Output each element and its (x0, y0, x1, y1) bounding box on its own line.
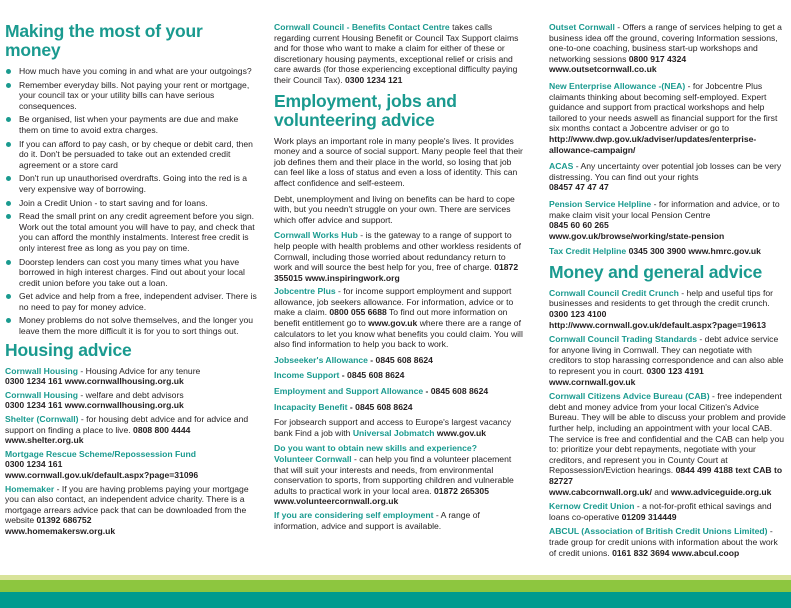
footer-band-green (0, 580, 791, 592)
volunteer-label: Volunteer Cornwall (274, 454, 352, 464)
outset-text: - Offers a range of services helping to get a business idea off the ground, covering Information sessions, one-to-one coaching, business start-up workshops and networking sessions (549, 22, 782, 64)
credit-crunch-entry (549, 288, 787, 330)
income-support-line (274, 370, 526, 381)
acas-phone[interactable]: 08457 47 47 47 (549, 182, 609, 193)
volunteer-contact[interactable]: 01872 265305 www.volunteercornwall.org.uk (274, 485, 489, 507)
works-hub-label: Cornwall Works Hub (274, 230, 358, 241)
jobcentre-text-1: - for income support employment and support allowance, job seekers allowance. For information, advice or to make a claim. (274, 286, 514, 318)
money-tip-item: Doorstep lenders can cost you many times what you have borrowed in high interest charges. Find out about your local credit union before you take out a loan. (5, 257, 257, 289)
money-tip-item: Don't run up unauthorised overdrafts. Going into the red is a very expensive way of borrowing. (5, 173, 257, 194)
shelter-web[interactable]: www.shelter.org.uk (5, 435, 84, 446)
jobcentre-phone[interactable]: 0800 055 6688 (329, 307, 387, 318)
column-right (549, 22, 787, 561)
nea-entry (549, 81, 787, 155)
income-support-phone[interactable]: - 0845 608 8624 (339, 370, 405, 381)
shelter-text: - for housing debt advice and for advice and support on finding a place to live. (5, 414, 249, 435)
mortgage-label: Mortgage Rescue Scheme/Repossession Fund (5, 448, 197, 459)
nea-web[interactable]: http://www.dwp.gov.uk/adviser/updates/enterprise-allowance-campaign/ (549, 133, 757, 155)
outset-web[interactable]: www.outsetcornwall.co.uk (549, 64, 657, 75)
cab-web-2[interactable]: www.adviceguide.org.uk (670, 486, 772, 497)
credit-crunch-web[interactable]: http://www.cornwall.gov.uk/default.aspx?page=19613 (549, 319, 767, 330)
money-general-heading: Money and general advice (549, 261, 763, 282)
shelter-phone[interactable]: 0808 800 4444 (133, 424, 191, 435)
kernow-text: - a not-for-profit ethical savings and loans co-operative (549, 501, 772, 522)
housing-entry-2 (5, 390, 257, 411)
credit-crunch-phone[interactable]: 0300 123 4100 (549, 309, 607, 320)
pension-entry (549, 199, 787, 241)
homemaker-label: Homemaker (5, 483, 55, 494)
jsa-line (274, 355, 526, 366)
cab-label: Cornwall Citizens Advice Bureau (CAB) (549, 391, 710, 402)
cab-web-1[interactable]: www.cabcornwall.org.uk/ (549, 486, 652, 497)
kernow-phone[interactable]: 01209 314449 (621, 511, 677, 522)
housing-2-contact[interactable]: 0300 1234 161 www.cornwallhousing.org.uk (5, 400, 184, 411)
self-employment-text: - A range of information, advice and support is available. (274, 509, 480, 531)
nea-text: - for Jobcentre Plus claimants thinking about becoming self-employed. Expert guidance and support from practical workshops and help tailored to your needs aswell as financial support for the first six months contact a Jobcentre adviser or go to (549, 80, 778, 134)
column-middle (274, 22, 526, 534)
mortgage-phone[interactable]: 0300 1234 161 (5, 459, 63, 470)
kernow-label: Kernow Credit Union (549, 501, 635, 512)
jobcentre-text-3: where there are a range of calculators to let you know what benefits you could claim. You will also find information to help you back to work. (274, 318, 523, 350)
money-tip-item: Be organised, list when your payments are due and make them on time to avoid extra charges. (5, 114, 257, 135)
trading-standards-entry (549, 334, 787, 387)
benefits-phone[interactable]: 0300 1234 121 (345, 74, 403, 85)
jobcentre-entry (274, 286, 526, 350)
abcul-contact[interactable]: 0161 832 3694 www.abcul.coop (612, 547, 740, 558)
homemaker-text: - If you are having problems paying your mortgage you can also contact, an independent advice charity. There is a mortgage arrears advice pack that can be downloaded from the website (5, 483, 249, 526)
mortgage-entry (5, 449, 257, 481)
credit-crunch-text: - help and useful tips for businesses and residents to get through the credit crunch. (549, 287, 773, 309)
employment-heading: Employment, jobs and volunteering advice (274, 90, 457, 130)
money-tip-item: Read the small print on any credit agreement before you sign. Work out the total amount you will have to pay, and check that you can afford the monthly instalments. Interest free credit is only interest free as long as you pay on time. (5, 211, 257, 253)
shelter-label: Shelter (Cornwall) (5, 414, 79, 425)
nea-label: New Enterprise Allowance -(NEA) (549, 80, 686, 91)
pension-label: Pension Service Helpline (549, 198, 652, 209)
money-tip-item: How much have you coming in and what are your outgoings? (5, 66, 257, 77)
housing-entry-1 (5, 366, 257, 387)
debt-paragraph: Debt, unemployment and living on benefits can be hard to cope with, but you needn't struggle on your own. There are services which offer advice and support. (274, 193, 515, 225)
cab-text: - free independent debt and money advice from your local Citizen's Advice Bureau. They will be able to discuss your problem and provide further help, including an appointment with your local CAB. The service is free and confidential and the CAB can help you to: prioritize your debt repayments, negotiate with your creditors, and represent you in County Court at Repossession/Eviction hearings. (549, 391, 786, 476)
credit-crunch-label: Cornwall Council Credit Crunch (549, 287, 679, 298)
self-employment-entry (274, 510, 526, 531)
jobcentre-text-2: To find out more information on benefit entitlement go to (274, 307, 508, 329)
outset-phone[interactable]: 0800 917 4324 (628, 53, 687, 64)
works-hub-entry (274, 230, 526, 283)
esa-label: Employment and Support Allowance (274, 386, 424, 397)
money-tip-item: Money problems do not solve themselves, and the longer you leave them the more difficult it is for you to sort things out. (5, 315, 257, 336)
trading-standards-text: - debt advice service for anyone living in Cornwall. They can negotiate with creditors to stop harassing correspondence and can also able to represent you in court. (549, 334, 784, 377)
jobsearch-web[interactable]: www.gov.uk (434, 427, 487, 438)
tax-credit-label: Tax Credit Helpline (549, 246, 627, 257)
income-support-label: Income Support (274, 370, 340, 381)
pension-web[interactable]: www.gov.uk/browse/working/state-pension (549, 230, 725, 241)
homemaker-web[interactable]: www.homemakersw.org.uk (5, 525, 116, 536)
housing-2-text: - welfare and debt advisors (78, 389, 184, 400)
abcul-text: - trade group for credit unions with information about the work of credit unions. (549, 526, 778, 558)
housing-2-label: Cornwall Housing (5, 389, 79, 400)
skills-question: Do you want to obtain new skills and experience? (274, 443, 477, 454)
jobcentre-web[interactable]: www.gov.uk (368, 318, 418, 329)
money-tip-item: Join a Credit Union - to start saving and for loans. (5, 198, 257, 209)
self-employment-label: If you are considering self employment (274, 509, 434, 520)
works-hub-contact[interactable]: 01872 355015 www.inspiringwork.org (274, 262, 519, 283)
kernow-entry (549, 501, 787, 522)
jobsearch-entry (274, 417, 526, 438)
money-tip-item: If you can afford to pay cash, or by cheque or debit card, then do it. Don't be persuaded to take out an extended credit agreement or a store card (5, 139, 257, 171)
cab-phone[interactable]: 0844 499 4188 text CAB to 82727 (549, 465, 783, 486)
incapacity-label: Incapacity Benefit (274, 401, 348, 412)
column-left (5, 22, 257, 540)
abcul-label: ABCUL (Association of British Credit Unions Limited) (549, 526, 768, 537)
housing-1-contact[interactable]: 0300 1234 161 www.cornwallhousing.org.uk (5, 376, 184, 387)
jobsearch-label: Universal Jobmatch (352, 427, 435, 438)
tax-credit-contact[interactable]: 0345 300 3900 www.hmrc.gov.uk (626, 246, 761, 257)
pension-phone[interactable]: 0845 60 60 265 (549, 220, 609, 231)
jsa-phone[interactable]: - 0845 608 8624 (367, 354, 433, 365)
cab-entry (549, 391, 787, 497)
incapacity-line (274, 402, 526, 413)
outset-label: Outset Cornwall (549, 22, 615, 32)
outset-entry (549, 22, 787, 75)
esa-line (274, 386, 526, 397)
jobcentre-label: Jobcentre Plus (274, 286, 336, 297)
acas-text: - Any uncertainty over potential job losses can be very distressing. You can find out your rights (549, 161, 782, 182)
housing-heading: Housing advice (5, 339, 132, 360)
trading-standards-web[interactable]: www.cornwall.gov.uk (549, 376, 636, 387)
jsa-label: Jobseeker's Allowance (274, 354, 368, 365)
shelter-entry (5, 414, 257, 446)
homemaker-phone[interactable]: 01392 686752 (36, 515, 92, 526)
money-heading: Making the most of your money (5, 21, 203, 60)
footer-band-teal (0, 592, 791, 608)
cab-and: and (651, 486, 671, 497)
money-tip-item: Get advice and help from a free, independent adviser. There is no need to pay for money advice. (5, 291, 257, 312)
abcul-entry (549, 526, 787, 558)
incapacity-phone[interactable]: - 0845 608 8624 (347, 401, 413, 412)
volunteer-entry (274, 443, 526, 507)
work-paragraph: Work plays an important role in many people's lives. It provides money and a source of social support. Many people feel that their job defines them and their place in the world, so losing that job can feel like a loss of status and even a loss of identity. This can affect confidence and self-esteem. (274, 135, 523, 188)
benefits-text: takes calls regarding current Housing Benefit or Council Tax Support claims and for those who want to make a claim for either of these or discretionary housing payments, exceptional relief or crisis and care awards (for those experiencing exceptional difficulty paying their Council Tax). (274, 22, 519, 85)
benefits-entry (274, 22, 526, 86)
esa-phone[interactable]: - 0845 608 8624 (423, 386, 489, 397)
pension-text: - for information and advice, or to make claim visit your local Pension Centre (549, 198, 780, 220)
benefits-label: Cornwall Council - Benefits Contact Centre (274, 22, 450, 32)
money-tip-item: Remember everyday bills. Not paying your rent or mortgage, your council tax or your utility bills can have serious consequences. (5, 80, 257, 112)
trading-standards-label: Cornwall Council Trading Standards (549, 334, 698, 345)
money-tips-list (5, 66, 257, 337)
jobsearch-text: For jobsearch support and access to Europe's largest vacancy bank Find a job with (274, 417, 512, 438)
homemaker-entry (5, 484, 257, 537)
volunteer-text: - can help you find a volunteer placement that will suit your interests and needs, from environmental conservation to sports, from supporting children and vulnerable adults to practical work in your local area. (274, 454, 514, 496)
housing-1-label: Cornwall Housing (5, 365, 79, 376)
tax-credit-entry (549, 246, 787, 257)
works-hub-text: - is the gateway to a range of support to help people with health problems and other workless residents of Cornwall, including those worried about redundancy return to work and will source the best help for you, free of charge. (274, 230, 521, 273)
trading-standards-phone[interactable]: 0300 123 4191 (646, 366, 704, 377)
acas-label: ACAS (549, 161, 574, 172)
housing-1-text: - Housing Advice for any tenure (78, 365, 201, 376)
mortgage-web[interactable]: www.cornwall.gov.uk/default.aspx?page=31096 (5, 470, 199, 480)
acas-entry (549, 161, 787, 193)
